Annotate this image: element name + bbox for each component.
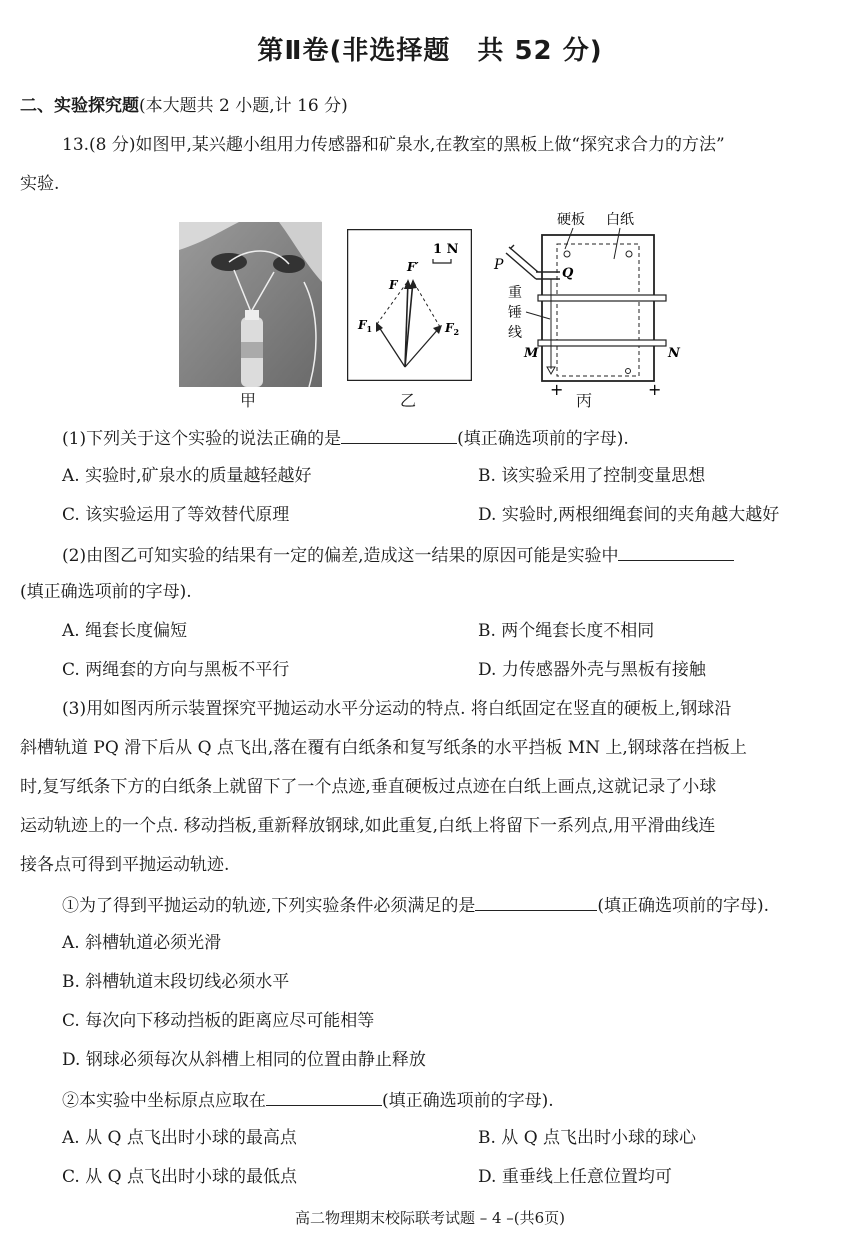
p2-option-a: A. 绳套长度偏短 [62,621,188,641]
section-heading [20,94,348,118]
label-Q: Q [562,266,574,281]
p3-text-line3: 时,复写纸条下方的白纸条上就留下了一个点迹,垂直硬板过点迹在白纸上画点,这就记录了小球 [20,777,717,797]
p2-stem-text: (2)由图乙可知实验的结果有一定的偏差,造成这一结果的原因可能是实验中 [62,546,619,566]
p3-text-line5: 接各点可得到平抛运动轨迹. [20,855,230,875]
p2-option-b: B. 两个绳套长度不相同 [478,621,655,641]
svg-text:F1 [357,318,372,334]
p1-option-c: C. 该实验运用了等效替代原理 [62,505,290,525]
p3-sub1-option-b: B. 斜槽轨道末段切线必须水平 [62,972,290,992]
figure-jia-caption: 甲 [240,391,257,410]
label-F: F [389,278,398,292]
p3-sub2-answer-blank[interactable] [266,1087,382,1106]
p3-sub1-text: ①为了得到平抛运动的轨迹,下列实验条件必须满足的是 [62,896,476,916]
section-note: (本大题共 2 小题,计 16 分) [139,96,348,116]
p3-sub1-option-d: D. 钢球必须每次从斜槽上相同的位置由静止释放 [62,1050,426,1070]
p1-option-d: D. 实验时,两根细绳套间的夹角越大越好 [478,505,780,525]
label-P: P [494,257,504,273]
svg-text:+: + [550,380,564,399]
scale-label: 1 N [433,242,459,257]
page-title: 第Ⅱ卷(非选择题 共 52 分) [257,36,603,66]
svg-text:F2 [444,321,459,337]
p1-stem-text: (1)下列关于这个实验的说法正确的是 [62,429,342,449]
p3-text-line1: (3)用如图丙所示装置探究平抛运动水平分运动的特点. 将白纸固定在竖直的硬板上,钢球沿 [62,699,732,719]
p3-sub1-stem [62,892,769,918]
p3-sub2-text: ②本实验中坐标原点应取在 [62,1091,266,1111]
q13-intro-line1: 13.(8 分)如图甲,某兴趣小组用力传感器和矿泉水,在教室的黑板上做“探究求合力的方法” [62,135,725,155]
section-label: 二、实验探究题 [20,96,139,116]
p1-stem [62,425,629,451]
p2-option-d: D. 力传感器外壳与黑板有接触 [478,660,706,680]
p2-option-c: C. 两绳套的方向与黑板不平行 [62,660,290,680]
p2-answer-blank[interactable] [618,542,734,561]
p3-sub1-option-c: C. 每次向下移动挡板的距离应尽可能相等 [62,1011,375,1031]
svg-text:+: + [648,380,662,399]
label-zhong: 重 [508,285,522,301]
figure-bing-apparatus [488,209,684,399]
p3-sub1-option-a: A. 斜槽轨道必须光滑 [62,933,222,953]
label-yingban: 硬板 [557,212,585,228]
p1-option-b: B. 该实验采用了控制变量思想 [478,466,706,486]
label-F1-sub: 1 [366,324,373,334]
p3-sub2-option-c: C. 从 Q 点飞出时小球的最低点 [62,1167,297,1187]
p3-sub2-option-b: B. 从 Q 点飞出时小球的球心 [478,1128,697,1148]
p2-stem [62,542,734,568]
p1-stem-tail: (填正确选项前的字母). [457,429,629,449]
p1-option-a: A. 实验时,矿泉水的质量越轻越好 [62,466,312,486]
p2-stem-tail: (填正确选项前的字母). [20,582,192,602]
label-baizhi: 白纸 [606,212,634,228]
p3-text-line2: 斜槽轨道 PQ 滑下后从 Q 点飞出,落在覆有白纸条和复写纸条的水平挡板 MN 上,钢球落在挡板上 [20,738,747,758]
figure-yi-force-diagram [347,229,472,381]
p3-sub2-option-a: A. 从 Q 点飞出时小球的最高点 [62,1128,297,1148]
label-F2: F [445,321,454,335]
label-F2-sub: 2 [453,327,460,337]
figure-yi-caption: 乙 [400,391,417,410]
p1-answer-blank[interactable] [341,425,457,444]
q13-intro-line2: 实验. [20,174,60,194]
p3-text-line4: 运动轨迹上的一个点. 移动挡板,重新释放钢球,如此重复,白纸上将留下一系列点,用平滑曲线连 [20,816,716,836]
page-footer: 高二物理期末校际联考试题 – 4 –(共6页) [294,1209,566,1227]
p3-sub1-answer-blank[interactable] [475,892,597,911]
label-M: M [524,346,539,361]
p3-sub2-stem [62,1087,554,1113]
label-F1: F [358,318,367,332]
label-F-prime: F′ [407,260,419,274]
label-chui: 锤 [508,305,522,321]
label-N: N [668,346,680,361]
p3-sub2-tail: (填正确选项前的字母). [382,1091,554,1111]
p3-sub1-tail: (填正确选项前的字母). [597,896,770,916]
p3-sub2-option-d: D. 重垂线上任意位置均可 [478,1167,672,1187]
figure-bing-caption: 丙 [576,391,593,410]
label-xian: 线 [508,325,522,341]
figure-jia-photo [179,222,322,387]
